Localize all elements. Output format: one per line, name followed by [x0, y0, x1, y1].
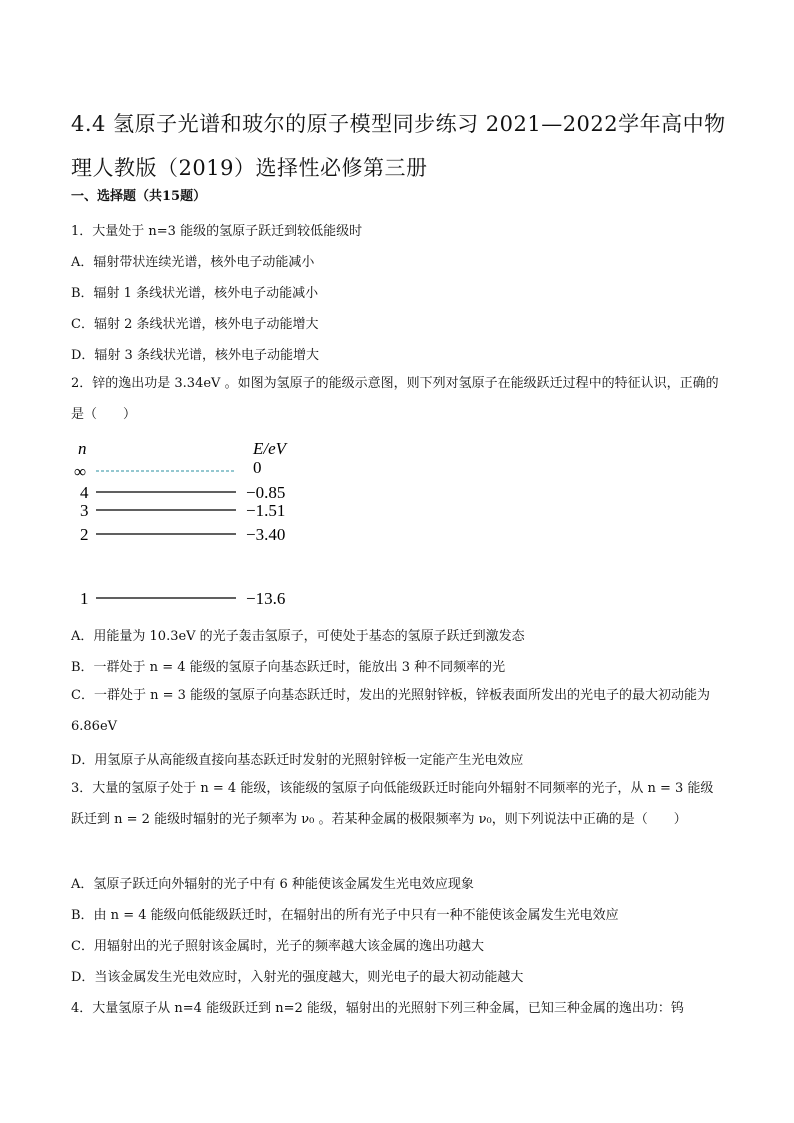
- question-2-stem: 2．锌的逸出功是 3.34eV 。如图为氢原子的能级示意图，则下列对氢原子在能级跃迁过程中的特征认识，正确的是（ ）: [71, 376, 719, 422]
- level-n-3: 3: [80, 501, 89, 520]
- question-2-option-b: B．一群处于 n = 4 能级的氢原子向基态跃迁时，能放出 3 种不同频率的光: [71, 660, 506, 675]
- question-1-option-b: B．辐射 1 条线状光谱，核外电子动能减小: [71, 286, 319, 301]
- n-axis-label: n: [78, 439, 87, 458]
- question-3-stem: 3．大量的氢原子处于 n = 4 能级，该能级的氢原子向低能级跃迁时能向外辐射不同频率的光子，从 n = 3 能级跃迁到 n = 2 能级时辐射的光子频率为 ν₀ 。若某种金属的极限频率为 ν₀，则下列说法中正确的是（ ）: [71, 781, 714, 827]
- question-1-stem: 1．大量处于 n=3 能级的氢原子跃迁到较低能级时: [71, 224, 363, 239]
- question-4-stem: 4．大量氢原子从 n=4 能级跃迁到 n=2 能级，辐射出的光照射下列三种金属，已知三种金属的逸出功：钨: [71, 1001, 684, 1016]
- question-1-option-c: C．辐射 2 条线状光谱，核外电子动能增大: [71, 317, 319, 332]
- question-1-option-a: A．辐射带状连续光谱，核外电子动能减小: [71, 255, 315, 270]
- level-n-1: 1: [80, 589, 89, 608]
- level-e-1: −13.6: [246, 589, 286, 608]
- question-3-option-d: D．当该金属发生光电效应时，入射光的强度越大，则光电子的最大初动能越大: [71, 970, 524, 985]
- level-e-inf: 0: [253, 458, 262, 477]
- level-n-inf: ∞: [74, 462, 87, 481]
- question-2-option-d: D．用氢原子从高能级直接向基态跃迁时发射的光照射锌板一定能产生光电效应: [71, 753, 524, 768]
- question-2-option-a: A．用能量为 10.3eV 的光子轰击氢原子，可使处于基态的氢原子跃迁到激发态: [71, 629, 525, 644]
- level-n-2: 2: [80, 525, 89, 544]
- level-e-4: −0.85: [246, 483, 286, 502]
- energy-axis-label: E/eV: [253, 439, 287, 458]
- level-e-3: −1.51: [246, 501, 286, 520]
- question-1-option-d: D．辐射 3 条线状光谱，核外电子动能增大: [71, 348, 319, 363]
- page-title: 4.4 氢原子光谱和玻尔的原子模型同步练习 2021—2022学年高中物理人教版（2019）选择性必修第三册: [71, 112, 726, 180]
- level-e-2: −3.40: [246, 525, 286, 544]
- section-heading: 一、选择题（共15题）: [71, 189, 207, 204]
- question-3-option-b: B．由 n = 4 能级向低能级跃迁时，在辐射出的所有光子中只有一种不能使该金属发生光电效应: [71, 908, 619, 923]
- energy-level-diagram: [70, 432, 310, 612]
- question-3-option-a: A．氢原子跃迁向外辐射的光子中有 6 种能使该金属发生光电效应现象: [71, 877, 474, 892]
- question-3-option-c: C．用辐射出的光子照射该金属时，光子的频率越大该金属的逸出功越大: [71, 939, 484, 954]
- question-2-option-c: C．一群处于 n = 3 能级的氢原子向基态跃迁时，发出的光照射锌板，锌板表面所发出的光电子的最大初动能为 6.86eV: [71, 688, 711, 734]
- level-n-4: 4: [80, 483, 89, 502]
